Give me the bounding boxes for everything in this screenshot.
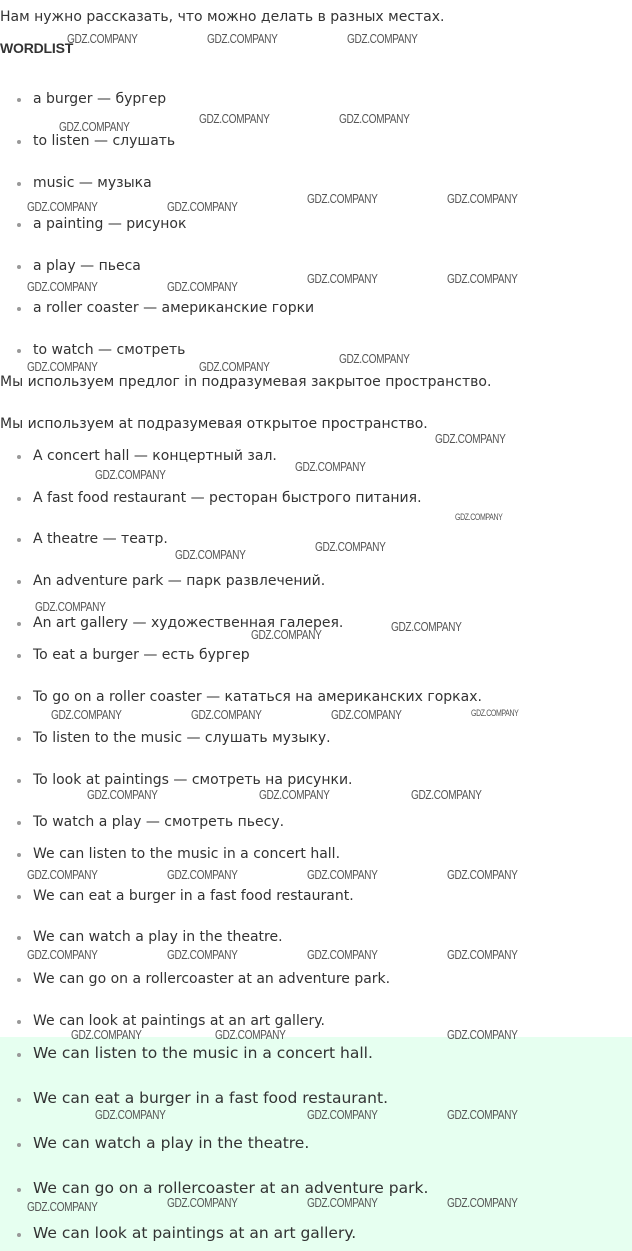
watermark: GDZ.COMPANY bbox=[295, 459, 366, 474]
list-item bbox=[17, 571, 325, 591]
list-item-text: An adventure park — парк развлечений. bbox=[33, 573, 326, 589]
watermark: GDZ.COMPANY bbox=[167, 1195, 238, 1210]
intro-text: Нам нужно рассказать, что можно делать в разных местах. bbox=[0, 9, 445, 25]
list-item-text: We can listen to the music in a concert hall. bbox=[33, 846, 341, 862]
watermark: GDZ.COMPANY bbox=[167, 199, 238, 214]
watermark: GDZ.COMPANY bbox=[71, 1027, 142, 1042]
list-item bbox=[17, 529, 168, 549]
watermark: GDZ.COMPANY bbox=[167, 947, 238, 962]
watermark: GDZ.COMPANY bbox=[175, 547, 246, 562]
watermark: GDZ.COMPANY bbox=[191, 707, 262, 722]
list-item-text: We can go on a rollercoaster at an adventure park. bbox=[33, 1179, 429, 1197]
list-item-text: We can listen to the music in a concert hall. bbox=[33, 1044, 373, 1062]
watermark: GDZ.COMPANY bbox=[51, 707, 122, 722]
list-item bbox=[17, 645, 250, 665]
watermark: GDZ.COMPANY bbox=[339, 351, 410, 366]
watermark: GDZ.COMPANY bbox=[27, 867, 98, 882]
watermark: GDZ.COMPANY bbox=[95, 467, 166, 482]
list-item-text: A concert hall — концертный зал. bbox=[33, 448, 277, 464]
watermark: GDZ.COMPANY bbox=[67, 31, 138, 46]
list-item bbox=[17, 687, 482, 707]
list-item-text: a burger — бургер bbox=[33, 91, 167, 107]
list-item bbox=[17, 886, 354, 906]
watermark: GDZ.COMPANY bbox=[447, 191, 518, 206]
list-item bbox=[17, 1043, 373, 1063]
list-item-text: To eat a burger — есть бургер bbox=[33, 647, 250, 663]
note-in: Мы используем предлог in подразумевая закрытое пространство. bbox=[0, 374, 492, 390]
watermark: GDZ.COMPANY bbox=[251, 627, 322, 642]
list-item bbox=[17, 812, 284, 832]
watermark: GDZ.COMPANY bbox=[199, 359, 270, 374]
list-item bbox=[17, 1223, 356, 1243]
note-at: Мы используем at подразумевая открытое пространство. bbox=[0, 416, 428, 432]
list-item bbox=[17, 340, 185, 360]
list-item bbox=[17, 969, 390, 989]
list-item-text: a play — пьеса bbox=[33, 258, 141, 274]
list-item-text: We can look at paintings at an art gallery. bbox=[33, 1224, 357, 1242]
list-item-text: to watch — смотреть bbox=[33, 342, 186, 358]
list-item-text: We can eat a burger in a fast food restaurant. bbox=[33, 1089, 389, 1107]
watermark: GDZ.COMPANY bbox=[27, 279, 98, 294]
watermark: GDZ.COMPANY bbox=[307, 867, 378, 882]
list-item-text: To go on a roller coaster — кататься на американских горках. bbox=[33, 689, 482, 705]
list-item-text: a painting — рисунок bbox=[33, 216, 187, 232]
wordlist-heading: WORDLIST bbox=[0, 40, 74, 56]
list-item-text: A theatre — театр. bbox=[33, 531, 168, 547]
list-item-text: We can look at paintings at an art gallery. bbox=[33, 1013, 325, 1029]
watermark: GDZ.COMPANY bbox=[199, 111, 270, 126]
list-item bbox=[17, 1133, 309, 1153]
list-item-text: We can watch a play in the theatre. bbox=[33, 929, 283, 945]
watermark: GDZ.COMPANY bbox=[27, 947, 98, 962]
watermark: GDZ.COMPANY bbox=[167, 867, 238, 882]
list-item-text: To listen to the music — слушать музыку. bbox=[33, 730, 331, 746]
list-item bbox=[17, 298, 314, 318]
watermark: GDZ.COMPANY bbox=[307, 191, 378, 206]
watermark: GDZ.COMPANY bbox=[347, 31, 418, 46]
watermark: GDZ.COMPANY bbox=[455, 512, 503, 522]
list-item-text: to listen — слушать bbox=[33, 133, 176, 149]
answer-block bbox=[0, 1037, 632, 1251]
list-item-text: We can watch a play in the theatre. bbox=[33, 1134, 310, 1152]
list-item bbox=[17, 446, 277, 466]
watermark: GDZ.COMPANY bbox=[339, 111, 410, 126]
watermark: GDZ.COMPANY bbox=[215, 1027, 286, 1042]
watermark: GDZ.COMPANY bbox=[167, 279, 238, 294]
watermark: GDZ.COMPANY bbox=[307, 1107, 378, 1122]
watermark: GDZ.COMPANY bbox=[95, 1107, 166, 1122]
watermark: GDZ.COMPANY bbox=[447, 1107, 518, 1122]
watermark: GDZ.COMPANY bbox=[447, 947, 518, 962]
watermark: GDZ.COMPANY bbox=[435, 431, 506, 446]
watermark: GDZ.COMPANY bbox=[391, 619, 462, 634]
watermark: GDZ.COMPANY bbox=[27, 199, 98, 214]
watermark: GDZ.COMPANY bbox=[307, 271, 378, 286]
list-item-text: To look at paintings — смотреть на рисунки. bbox=[33, 772, 353, 788]
list-item bbox=[17, 131, 175, 151]
list-item bbox=[17, 488, 422, 508]
watermark: GDZ.COMPANY bbox=[35, 599, 106, 614]
list-item bbox=[17, 927, 283, 947]
list-item-text: a roller coaster — американские горки bbox=[33, 300, 315, 316]
list-item bbox=[17, 89, 166, 109]
list-item-text: A fast food restaurant — ресторан быстрого питания. bbox=[33, 490, 422, 506]
list-item-text: To watch a play — смотреть пьесу. bbox=[33, 814, 285, 830]
list-item bbox=[17, 214, 186, 234]
watermark: GDZ.COMPANY bbox=[59, 119, 130, 134]
list-item-text: An art gallery — художественная галерея. bbox=[33, 615, 344, 631]
list-item bbox=[17, 1088, 388, 1108]
list-item bbox=[17, 728, 331, 748]
list-item bbox=[17, 844, 340, 864]
watermark: GDZ.COMPANY bbox=[447, 271, 518, 286]
watermark: GDZ.COMPANY bbox=[411, 787, 482, 802]
watermark: GDZ.COMPANY bbox=[331, 707, 402, 722]
list-item-text: We can go on a rollercoaster at an adventure park. bbox=[33, 971, 391, 987]
list-item-text: We can eat a burger in a fast food restaurant. bbox=[33, 888, 354, 904]
watermark: GDZ.COMPANY bbox=[447, 867, 518, 882]
watermark: GDZ.COMPANY bbox=[447, 1195, 518, 1210]
watermark: GDZ.COMPANY bbox=[307, 1195, 378, 1210]
list-item-text: music — музыка bbox=[33, 175, 152, 191]
watermark: GDZ.COMPANY bbox=[259, 787, 330, 802]
list-item bbox=[17, 173, 152, 193]
watermark: GDZ.COMPANY bbox=[207, 31, 278, 46]
watermark: GDZ.COMPANY bbox=[27, 359, 98, 374]
watermark: GDZ.COMPANY bbox=[27, 1199, 98, 1214]
watermark: GDZ.COMPANY bbox=[447, 1027, 518, 1042]
watermark: GDZ.COMPANY bbox=[307, 947, 378, 962]
list-item bbox=[17, 256, 141, 276]
watermark: GDZ.COMPANY bbox=[87, 787, 158, 802]
watermark: GDZ.COMPANY bbox=[315, 539, 386, 554]
watermark: GDZ.COMPANY bbox=[471, 708, 519, 718]
